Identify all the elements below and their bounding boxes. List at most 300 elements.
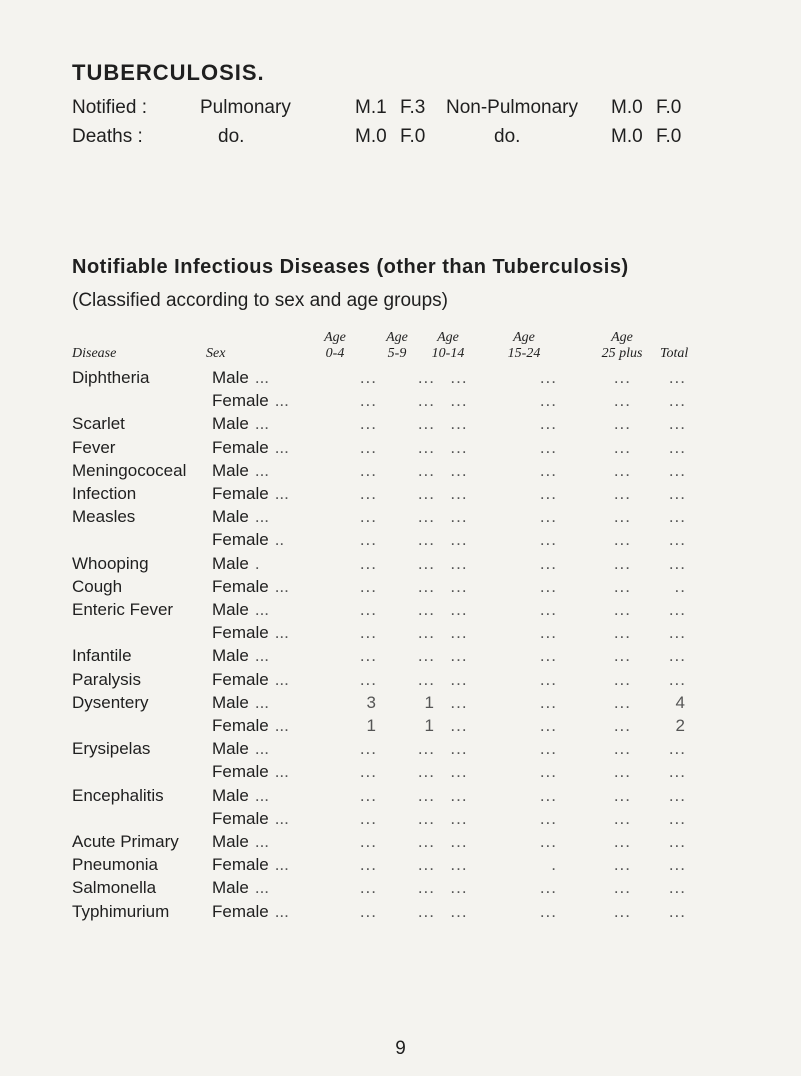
header-age-range: 25 plus: [601, 346, 643, 361]
value-cell: ...: [417, 739, 435, 759]
value-cell: 1: [424, 692, 435, 712]
sex-label: Male: [212, 692, 249, 712]
value-cell: ..: [674, 576, 686, 596]
value-cell: ...: [539, 762, 557, 782]
disease-cell: Meningococeal: [72, 460, 187, 480]
sex-label: Female: [212, 484, 269, 504]
value-cell: ...: [539, 669, 557, 689]
value-cell: ...: [359, 437, 377, 457]
table-row: [72, 412, 686, 435]
value-cell: ...: [450, 646, 468, 666]
table-row: [72, 552, 686, 575]
value-cell: 2: [675, 716, 686, 736]
sex-cell: [212, 389, 304, 412]
sex-leader-dots: ...: [254, 460, 270, 480]
sex-leader-dots: ...: [274, 808, 289, 828]
value-cell: ...: [417, 576, 435, 596]
disease-table: [72, 366, 686, 923]
value-cell: ...: [613, 669, 631, 689]
sex-cell: [212, 737, 304, 760]
table-row: [72, 691, 686, 714]
table-row: [72, 760, 686, 783]
value-cell: ...: [539, 368, 557, 387]
value-cell: ...: [450, 762, 468, 782]
disease-cell: Measles: [72, 507, 136, 527]
sex-leader-dots: ...: [274, 716, 289, 736]
tb-notified-m: M.1: [355, 97, 387, 118]
value-cell: 1: [424, 716, 435, 736]
table-row: [72, 876, 686, 899]
value-cell: ...: [613, 460, 631, 480]
sex-cell: [212, 482, 304, 505]
value-cell: ...: [450, 414, 468, 434]
value-cell: ...: [613, 808, 631, 828]
value-cell: ...: [613, 646, 631, 666]
tb-deaths-type2: do.: [494, 126, 521, 147]
sex-label: Male: [212, 646, 249, 666]
value-cell: ...: [417, 368, 435, 387]
sex-leader-dots: ...: [254, 600, 270, 620]
value-cell: ...: [450, 692, 468, 712]
header-age-word: Age: [437, 330, 459, 345]
sex-leader-dots: ...: [254, 692, 270, 712]
value-cell: ...: [417, 646, 435, 666]
disease-cell: [72, 760, 212, 783]
sex-cell: [212, 459, 304, 482]
sex-leader-dots: ...: [274, 901, 289, 921]
value-cell: ...: [417, 414, 435, 434]
sex-label: Female: [212, 762, 269, 782]
value-cell: ...: [417, 623, 435, 643]
value-cell: ...: [539, 553, 557, 573]
value-cell: ...: [539, 414, 557, 434]
value-cell: ...: [613, 739, 631, 759]
disease-cell: Cough: [72, 576, 123, 596]
value-cell: ...: [450, 553, 468, 573]
value-cell: ...: [613, 368, 631, 387]
value-cell: ...: [450, 832, 468, 852]
value-cell: ...: [668, 669, 686, 689]
table-row: [72, 784, 686, 807]
value-cell: ...: [539, 460, 557, 480]
value-cell: ...: [359, 391, 377, 411]
value-cell: ...: [359, 832, 377, 852]
value-cell: ...: [450, 507, 468, 527]
sex-cell: [212, 876, 304, 899]
value-cell: ...: [450, 785, 468, 805]
value-cell: ...: [539, 785, 557, 805]
sex-leader-dots: ...: [274, 669, 289, 689]
value-cell: ...: [359, 646, 377, 666]
value-cell: ...: [417, 507, 435, 527]
table-row: [72, 575, 686, 598]
disease-cell: [72, 389, 212, 412]
value-cell: ...: [417, 460, 435, 480]
sex-cell: [212, 436, 304, 459]
sex-leader-dots: ...: [254, 739, 270, 759]
value-cell: ...: [668, 623, 686, 643]
value-cell: ...: [450, 576, 468, 596]
value-cell: ...: [613, 878, 631, 898]
header-age-range: 0-4: [325, 346, 345, 361]
sex-cell: [212, 412, 304, 435]
sex-leader-dots: ...: [254, 368, 270, 387]
value-cell: ...: [539, 507, 557, 527]
tb-notified-type: Pulmonary: [200, 97, 291, 118]
value-cell: ...: [613, 716, 631, 736]
sex-cell: [212, 830, 304, 853]
header-age-range: 15-24: [507, 346, 541, 361]
sex-leader-dots: ...: [274, 484, 289, 504]
value-cell: ...: [539, 739, 557, 759]
value-cell: ...: [668, 507, 686, 527]
disease-cell: Diphtheria: [72, 368, 150, 387]
value-cell: ...: [359, 368, 377, 387]
tb-deaths-f2: F.0: [656, 126, 682, 147]
value-cell: ...: [359, 808, 377, 828]
table-row: [72, 366, 686, 389]
value-cell: ...: [613, 855, 631, 875]
value-cell: ...: [668, 437, 686, 457]
value-cell: ...: [359, 878, 377, 898]
disease-cell: Infection: [72, 484, 137, 504]
sex-cell: [212, 575, 304, 598]
value-cell: ...: [450, 878, 468, 898]
sex-leader-dots: ...: [254, 832, 270, 852]
value-cell: ...: [450, 739, 468, 759]
value-cell: ...: [417, 832, 435, 852]
sex-cell: [212, 714, 304, 737]
value-cell: ...: [359, 669, 377, 689]
section-subtitle: (Classified according to sex and age groups): [72, 290, 448, 311]
value-cell: ...: [450, 437, 468, 457]
disease-cell: [72, 528, 212, 551]
header-sex: Sex: [206, 346, 226, 361]
value-cell: ...: [450, 460, 468, 480]
sex-label: Male: [212, 553, 249, 573]
value-cell: ...: [668, 553, 686, 573]
sex-label: Female: [212, 437, 269, 457]
sex-cell: [212, 853, 304, 876]
value-cell: ...: [613, 391, 631, 411]
value-cell: ...: [450, 901, 468, 921]
table-row: [72, 482, 686, 505]
header-age-range: 10-14: [431, 346, 465, 361]
sex-leader-dots: ...: [274, 391, 289, 411]
value-cell: ...: [450, 716, 468, 736]
value-cell: ...: [668, 460, 686, 480]
header-age-0-4: [310, 330, 360, 362]
sex-cell: [212, 644, 304, 667]
sex-leader-dots: ...: [274, 623, 289, 643]
header-age-25-plus: [588, 330, 656, 362]
tb-deaths-type: do.: [218, 126, 245, 147]
value-cell: ...: [539, 808, 557, 828]
value-cell: ...: [450, 368, 468, 387]
value-cell: ...: [539, 716, 557, 736]
value-cell: ...: [668, 739, 686, 759]
tb-notified-type2: Non-Pulmonary: [446, 97, 578, 118]
disease-table-body: [72, 366, 686, 923]
value-cell: ...: [359, 553, 377, 573]
tb-notified-m2: M.0: [611, 97, 643, 118]
disease-cell: Salmonella: [72, 878, 157, 898]
value-cell: ...: [450, 391, 468, 411]
tb-deaths-m: M.0: [355, 126, 387, 147]
value-cell: ...: [668, 414, 686, 434]
value-cell: ...: [359, 484, 377, 504]
disease-cell: Encephalitis: [72, 785, 164, 805]
value-cell: ...: [668, 762, 686, 782]
value-cell: ...: [359, 623, 377, 643]
sex-label: Female: [212, 623, 269, 643]
table-row: [72, 505, 686, 528]
table-row: [72, 644, 686, 667]
value-cell: ...: [417, 855, 435, 875]
value-cell: ...: [613, 414, 631, 434]
sex-label: Female: [212, 530, 269, 550]
value-cell: ...: [668, 901, 686, 921]
sex-label: Female: [212, 855, 269, 875]
sex-label: Male: [212, 600, 249, 620]
value-cell: ...: [359, 901, 377, 921]
header-age-range: 5-9: [387, 346, 407, 361]
sex-cell: [212, 807, 304, 830]
value-cell: ...: [668, 785, 686, 805]
sex-leader-dots: ...: [274, 855, 289, 875]
disease-cell: Acute Primary: [72, 832, 179, 852]
sex-leader-dots: .: [254, 553, 260, 573]
disease-cell: Typhimurium: [72, 901, 170, 921]
sex-leader-dots: ..: [274, 530, 285, 550]
value-cell: ...: [450, 623, 468, 643]
tb-deaths-m2: M.0: [611, 126, 643, 147]
value-cell: ...: [450, 484, 468, 504]
sex-leader-dots: ...: [254, 878, 270, 898]
sex-label: Male: [212, 878, 249, 898]
sex-label: Female: [212, 391, 269, 411]
value-cell: ...: [417, 437, 435, 457]
value-cell: ...: [359, 414, 377, 434]
value-cell: ...: [539, 878, 557, 898]
tb-deaths-f: F.0: [400, 126, 426, 147]
sex-leader-dots: ...: [254, 785, 270, 805]
tb-deaths-label: Deaths :: [72, 126, 143, 147]
value-cell: ...: [417, 484, 435, 504]
disease-cell: [72, 807, 212, 830]
value-cell: ...: [613, 762, 631, 782]
tb-notified-label: Notified :: [72, 97, 147, 118]
value-cell: ...: [539, 437, 557, 457]
disease-cell: Infantile: [72, 646, 132, 666]
value-cell: ...: [450, 600, 468, 620]
disease-cell: Pneumonia: [72, 855, 159, 875]
sex-label: Male: [212, 368, 249, 387]
value-cell: ...: [668, 484, 686, 504]
sex-cell: [212, 621, 304, 644]
disease-cell: [72, 621, 212, 644]
value-cell: ...: [417, 391, 435, 411]
value-cell: ...: [450, 669, 468, 689]
sex-cell: [212, 668, 304, 691]
sex-label: Female: [212, 901, 269, 921]
sex-label: Male: [212, 507, 249, 527]
disease-cell: Scarlet: [72, 414, 125, 434]
table-row: [72, 459, 686, 482]
table-row: [72, 830, 686, 853]
sex-label: Female: [212, 808, 269, 828]
header-age-word: Age: [513, 330, 535, 345]
value-cell: ...: [668, 855, 686, 875]
table-row: [72, 598, 686, 621]
disease-cell: Dysentery: [72, 692, 149, 712]
header-age-word: Age: [324, 330, 346, 345]
section-title: Notifiable Infectious Diseases (other than Tuberculosis): [72, 256, 629, 278]
value-cell: ...: [613, 623, 631, 643]
value-cell: ...: [359, 507, 377, 527]
table-row: [72, 528, 686, 551]
sex-cell: [212, 366, 304, 389]
tb-notified-f2: F.0: [656, 97, 682, 118]
header-age-word: Age: [611, 330, 633, 345]
sex-label: Male: [212, 739, 249, 759]
sex-label: Female: [212, 716, 269, 736]
value-cell: ...: [613, 553, 631, 573]
disease-cell: Fever: [72, 437, 116, 457]
value-cell: 4: [675, 692, 686, 712]
table-row: [72, 737, 686, 760]
value-cell: ...: [417, 808, 435, 828]
value-cell: 1: [366, 716, 377, 736]
value-cell: ...: [359, 576, 377, 596]
value-cell: ...: [668, 368, 686, 387]
value-cell: ...: [539, 391, 557, 411]
value-cell: ...: [668, 878, 686, 898]
value-cell: ...: [417, 785, 435, 805]
disease-cell: Paralysis: [72, 669, 141, 689]
sex-label: Male: [212, 832, 249, 852]
value-cell: ...: [539, 901, 557, 921]
sex-leader-dots: ...: [274, 762, 289, 782]
value-cell: ...: [359, 855, 377, 875]
value-cell: ...: [539, 692, 557, 712]
sex-label: Male: [212, 785, 249, 805]
header-disease: Disease: [72, 346, 117, 361]
sex-cell: [212, 900, 304, 923]
disease-cell: Enteric Fever: [72, 600, 174, 620]
value-cell: ...: [539, 484, 557, 504]
value-cell: ...: [613, 901, 631, 921]
header-age-15-24: [494, 330, 554, 362]
value-cell: ...: [668, 600, 686, 620]
value-cell: ...: [613, 437, 631, 457]
value-cell: ...: [450, 855, 468, 875]
value-cell: ...: [613, 785, 631, 805]
sex-cell: [212, 552, 304, 575]
table-row: [72, 714, 686, 737]
value-cell: ...: [539, 623, 557, 643]
sex-label: Female: [212, 576, 269, 596]
table-row: [72, 900, 686, 923]
value-cell: ...: [359, 739, 377, 759]
table-row: [72, 853, 686, 876]
table-row: [72, 389, 686, 412]
sex-leader-dots: ...: [254, 646, 270, 666]
value-cell: ...: [539, 576, 557, 596]
sex-leader-dots: ...: [254, 414, 270, 434]
header-age-10-14: [420, 330, 476, 362]
sex-leader-dots: ...: [274, 437, 289, 457]
tb-notified-f: F.3: [400, 97, 426, 118]
table-row: [72, 807, 686, 830]
value-cell: ...: [668, 530, 686, 550]
value-cell: ...: [359, 460, 377, 480]
value-cell: ...: [359, 600, 377, 620]
disease-cell: Whooping: [72, 553, 149, 573]
value-cell: ...: [613, 832, 631, 852]
value-cell: ...: [417, 878, 435, 898]
value-cell: ...: [668, 832, 686, 852]
value-cell: ...: [613, 600, 631, 620]
value-cell: ...: [450, 808, 468, 828]
value-cell: ...: [668, 808, 686, 828]
sex-cell: [212, 691, 304, 714]
value-cell: ...: [417, 762, 435, 782]
sex-cell: [212, 598, 304, 621]
header-age-5-9: [372, 330, 422, 362]
header-age-word: Age: [386, 330, 408, 345]
value-cell: ...: [359, 762, 377, 782]
disease-cell: [72, 714, 212, 737]
value-cell: ...: [539, 530, 557, 550]
value-cell: ...: [450, 530, 468, 550]
sex-cell: [212, 760, 304, 783]
sex-cell: [212, 505, 304, 528]
sex-label: Male: [212, 414, 249, 434]
value-cell: ...: [417, 901, 435, 921]
value-cell: ...: [417, 600, 435, 620]
disease-cell: Erysipelas: [72, 739, 151, 759]
value-cell: ...: [668, 391, 686, 411]
sex-cell: [212, 784, 304, 807]
value-cell: ...: [417, 553, 435, 573]
table-row: [72, 668, 686, 691]
value-cell: ...: [613, 484, 631, 504]
value-cell: ...: [613, 692, 631, 712]
table-row: [72, 436, 686, 459]
header-total: Total: [660, 346, 689, 361]
page-title: TUBERCULOSIS.: [72, 60, 265, 85]
value-cell: ...: [417, 669, 435, 689]
sex-cell: [212, 528, 304, 551]
sex-leader-dots: ...: [274, 576, 289, 596]
sex-leader-dots: ...: [254, 507, 270, 527]
value-cell: 3: [366, 692, 377, 712]
value-cell: ...: [613, 507, 631, 527]
value-cell: .: [551, 855, 557, 875]
value-cell: ...: [359, 530, 377, 550]
page-number: 9: [395, 1038, 406, 1059]
value-cell: ...: [539, 600, 557, 620]
value-cell: ...: [417, 530, 435, 550]
value-cell: ...: [613, 576, 631, 596]
value-cell: ...: [539, 832, 557, 852]
sex-label: Male: [212, 460, 249, 480]
value-cell: ...: [359, 785, 377, 805]
value-cell: ...: [668, 646, 686, 666]
table-row: [72, 621, 686, 644]
value-cell: ...: [613, 530, 631, 550]
